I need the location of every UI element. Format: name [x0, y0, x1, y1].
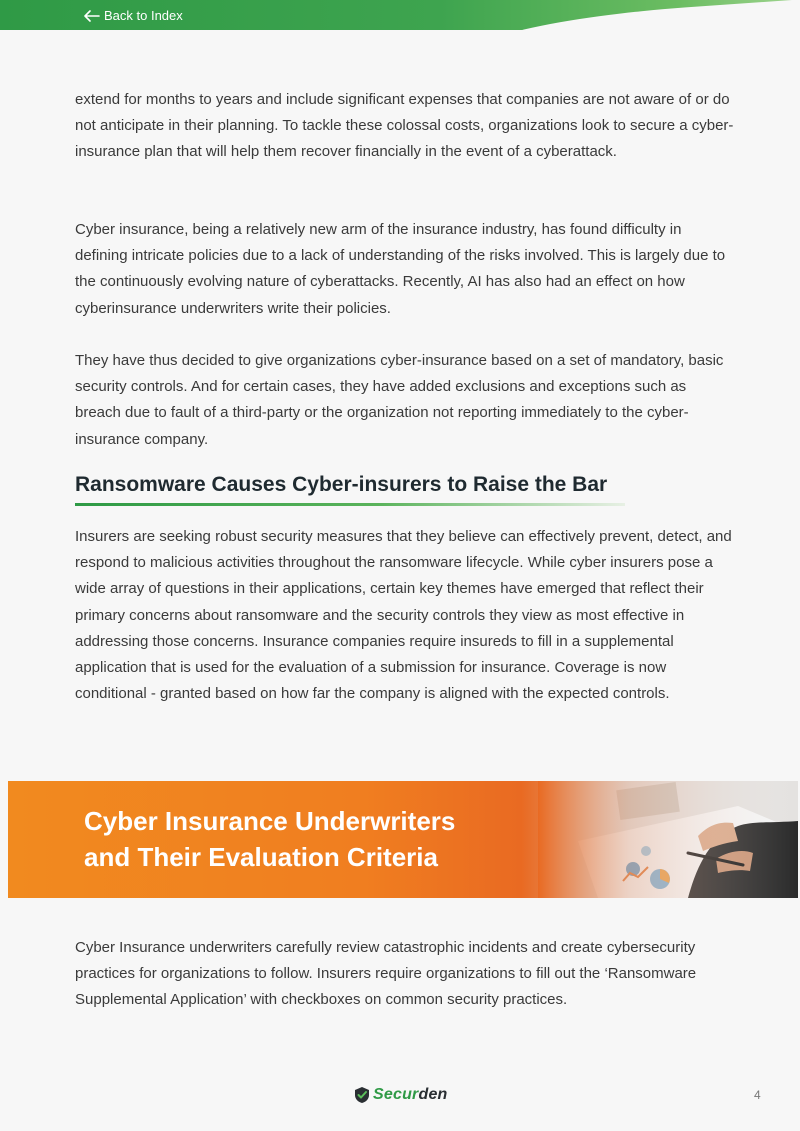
business-analysis-photo — [538, 781, 798, 898]
shield-check-icon — [354, 1086, 370, 1104]
section-banner — [8, 781, 798, 898]
paragraph-2: Cyber insurance, being a relatively new arm of the insurance industry, has found difficulty in defining intricate policies due to a lack of understanding of the risks involved. This is largely due to the continuously evolving nature of cyberattacks. Recently, AI has also had an effect on how cyberinsurance underwriters write their policies. — [75, 221, 726, 317]
paragraph-4: Insurers are seeking robust security measures that they believe can effectively prevent, detect, and respond to malicious activities throughout the ransomware lifecycle. While cyber insurers pose a wide array of questions in their applications, certain key themes have emerged that reflect their primary concerns about ransomware and the security controls they view as most effective in addressing those concerns. Insurance companies require insureds to fill in a supplemental application that is used for the evaluation of a submission for insurance. Coverage is now conditional - granted based on how far the company is aligned with the expected controls. — [75, 528, 732, 703]
brand-name-part-1: Secur — [373, 1086, 419, 1103]
banner-title-line-2: and Their Evaluation Criteria — [84, 842, 438, 872]
brand-name-part-2: den — [418, 1086, 448, 1103]
top-bar — [0, 0, 800, 30]
page-number: 4 — [754, 1088, 761, 1102]
arrow-left-icon — [84, 10, 100, 22]
back-link-label: Back to Index — [104, 8, 183, 23]
paragraph-3: They have thus decided to give organizations cyber-insurance based on a set of mandatory, basic security controls. And for certain cases, they have added exclusions and exceptions such as breach due to fault of a third-party or the organization not reporting immediately to the cyber-insurance company. — [75, 352, 724, 448]
section-heading: Ransomware Causes Cyber-insurers to Raise the Bar — [75, 473, 608, 496]
top-bar-wave — [458, 0, 800, 30]
securden-logo — [354, 1086, 448, 1104]
banner-title — [84, 803, 455, 875]
paragraph-1: extend for months to years and include significant expenses that companies are not aware of or do not anticipate in their planning. To tackle these colossal costs, organizations look to secure a cyber-insurance plan that will help them recover financially in the event of a cyberattack. — [75, 91, 734, 161]
back-to-index-link[interactable] — [84, 8, 183, 23]
paragraph-5: Cyber Insurance underwriters carefully review catastrophic incidents and create cybersecurity practices for organizations to follow. Insurers require organizations to fill out the ‘Ransomware Supplemental Application’ with checkboxes on common security practices. — [75, 939, 697, 1009]
banner-title-line-1: Cyber Insurance Underwriters — [84, 806, 456, 836]
heading-underline — [75, 503, 625, 506]
brand-name — [373, 1086, 448, 1104]
